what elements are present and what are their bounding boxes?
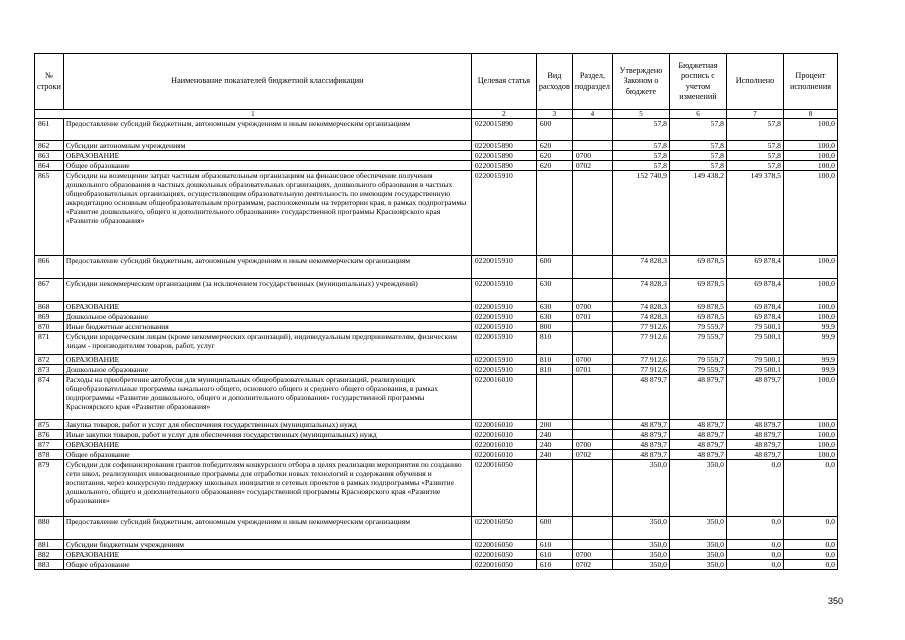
table-row [35, 540, 838, 550]
target-article-cell: 0220016010 [471, 430, 536, 440]
table-row [35, 420, 838, 430]
column-number: 4 [572, 110, 612, 119]
approved-amount-cell: 48 879,7 [612, 440, 669, 450]
percent-cell: 100,0 [783, 450, 837, 460]
section-cell: 0700 [572, 151, 612, 161]
approved-amount-cell: 48 879,7 [612, 450, 669, 460]
column-number: 3 [536, 110, 572, 119]
column-number: 8 [783, 110, 837, 119]
approved-amount-cell: 74 828,3 [612, 302, 669, 312]
target-article-cell: 0220015910 [471, 312, 536, 322]
percent-cell: 100,0 [783, 161, 837, 171]
section-cell: 0700 [572, 355, 612, 365]
approved-amount-cell: 350,0 [612, 517, 669, 540]
indicator-name-cell: Дошкольное образование [63, 365, 471, 375]
percent-cell: 99,9 [783, 322, 837, 332]
row-number-cell: 877 [35, 440, 64, 450]
approved-amount-cell: 57,8 [612, 161, 669, 171]
executed-amount-cell: 0,0 [726, 550, 783, 560]
target-article-cell: 0220016050 [471, 460, 536, 517]
roster-amount-cell: 48 879,7 [669, 430, 726, 440]
table-row [35, 141, 838, 151]
section-cell [572, 279, 612, 302]
roster-amount-cell: 57,8 [669, 151, 726, 161]
section-cell [572, 119, 612, 141]
indicator-name-cell: Субсидии на возмещение затрат частным образовательным организациям на финансовое обеспечение получения дошкольного образования в частных дошкольных образовательных организациях, дошкольного образования в частных общеобразовательных организациях, осуществляющим образовательную деятельность по имеющим государственную аккредитацию основным общеобразовательным программам, расположенным на территории края, в рамках подпрограммы «Развитие дошкольного, общего и дополнительного образования» государственной программы Красноярского края «Развитие образования» [63, 171, 471, 256]
approved-amount-cell: 350,0 [612, 550, 669, 560]
indicator-name-cell: ОБРАЗОВАНИЕ [63, 302, 471, 312]
executed-amount-cell: 48 879,7 [726, 440, 783, 450]
table-row [35, 560, 838, 570]
expense-type-cell: 620 [536, 141, 572, 151]
header-execution-percent: Процент исполнения [783, 54, 837, 110]
row-number-cell: 873 [35, 365, 64, 375]
table-row [35, 151, 838, 161]
percent-cell: 0,0 [783, 460, 837, 517]
table-row [35, 550, 838, 560]
percent-cell: 100,0 [783, 375, 837, 420]
table-row [35, 440, 838, 450]
executed-amount-cell: 79 500,1 [726, 332, 783, 355]
executed-amount-cell: 57,8 [726, 161, 783, 171]
executed-amount-cell: 0,0 [726, 540, 783, 550]
executed-amount-cell: 57,8 [726, 119, 783, 141]
expense-type-cell: 610 [536, 540, 572, 550]
row-number-cell: 863 [35, 151, 64, 161]
row-number-cell: 871 [35, 332, 64, 355]
section-cell [572, 540, 612, 550]
expense-type-cell: 240 [536, 440, 572, 450]
header-target-article: Целевая статья [471, 54, 536, 110]
section-cell: 0701 [572, 365, 612, 375]
section-cell: 0700 [572, 302, 612, 312]
roster-amount-cell: 350,0 [669, 550, 726, 560]
target-article-cell: 0220015910 [471, 355, 536, 365]
row-number-cell: 881 [35, 540, 64, 550]
approved-amount-cell: 48 879,7 [612, 420, 669, 430]
indicator-name-cell: Общее образование [63, 450, 471, 460]
approved-amount-cell: 57,8 [612, 141, 669, 151]
target-article-cell: 0220016050 [471, 560, 536, 570]
table-row [35, 460, 838, 517]
roster-amount-cell: 48 879,7 [669, 375, 726, 420]
roster-amount-cell: 149 438,2 [669, 171, 726, 256]
table-row [35, 161, 838, 171]
roster-amount-cell: 48 879,7 [669, 420, 726, 430]
section-cell [572, 322, 612, 332]
roster-amount-cell: 69 878,5 [669, 312, 726, 322]
indicator-name-cell: ОБРАЗОВАНИЕ [63, 151, 471, 161]
percent-cell: 0,0 [783, 560, 837, 570]
target-article-cell: 0220015890 [471, 141, 536, 151]
indicator-name-cell: Субсидии юридическим лицам (кроме некоммерческих организаций), индивидуальным предпринимателям, физическим лицам - производителям товаров, работ, услуг [63, 332, 471, 355]
expense-type-cell: 620 [536, 161, 572, 171]
row-number-cell: 861 [35, 119, 64, 141]
approved-amount-cell: 77 912,6 [612, 365, 669, 375]
expense-type-cell: 810 [536, 355, 572, 365]
indicator-name-cell: Предоставление субсидий бюджетным, автономным учреждениям и иным некоммерческим организациям [63, 256, 471, 279]
expense-type-cell: 630 [536, 312, 572, 322]
section-cell [572, 460, 612, 517]
header-approved-by-law: Утверждено Законом о бюджете [612, 54, 669, 110]
percent-cell: 100,0 [783, 430, 837, 440]
roster-amount-cell: 79 559,7 [669, 355, 726, 365]
approved-amount-cell: 77 912,6 [612, 322, 669, 332]
indicator-name-cell: Субсидии для софинансирования грантов победителям конкурсного отбора в целях реализации мероприятия по созданию сети школ, реализующих инновационные программы для отработки новых технологий и содержания обучения и воспитания, через конкурсную поддержку школьных инициатив и сетевых проектов в рамках подпрограммы «Развитие дошкольного, общего и дополнительного образования» государственной программы Красноярского края «Развитие образования» [63, 460, 471, 517]
row-number-cell: 870 [35, 322, 64, 332]
table-row [35, 119, 838, 141]
row-number-cell: 865 [35, 171, 64, 256]
expense-type-cell: 600 [536, 119, 572, 141]
target-article-cell: 0220016010 [471, 420, 536, 430]
expense-type-cell: 600 [536, 517, 572, 540]
roster-amount-cell: 57,8 [669, 161, 726, 171]
target-article-cell: 0220015910 [471, 171, 536, 256]
target-article-cell: 0220015910 [471, 256, 536, 279]
executed-amount-cell: 48 879,7 [726, 420, 783, 430]
expense-type-cell: 810 [536, 332, 572, 355]
table-row [35, 312, 838, 322]
row-number-cell: 882 [35, 550, 64, 560]
table-row [35, 365, 838, 375]
section-cell [572, 171, 612, 256]
section-cell [572, 141, 612, 151]
executed-amount-cell: 57,8 [726, 141, 783, 151]
table-row [35, 517, 838, 540]
expense-type-cell: 620 [536, 151, 572, 161]
row-number-cell: 874 [35, 375, 64, 420]
section-cell: 0702 [572, 450, 612, 460]
section-cell [572, 517, 612, 540]
column-number: 6 [669, 110, 726, 119]
expense-type-cell: 810 [536, 365, 572, 375]
table-row [35, 279, 838, 302]
section-cell [572, 332, 612, 355]
indicator-name-cell: Субсидии некоммерческим организациям (за исключением государственных (муниципальных) учреждений) [63, 279, 471, 302]
indicator-name-cell: Предоставление субсидий бюджетным, автономным учреждениям и иным некоммерческим организациям [63, 517, 471, 540]
expense-type-cell: 610 [536, 550, 572, 560]
approved-amount-cell: 48 879,7 [612, 430, 669, 440]
executed-amount-cell: 79 500,1 [726, 365, 783, 375]
percent-cell: 100,0 [783, 171, 837, 256]
executed-amount-cell: 0,0 [726, 560, 783, 570]
executed-amount-cell: 69 878,4 [726, 256, 783, 279]
executed-amount-cell: 69 878,4 [726, 302, 783, 312]
percent-cell: 100,0 [783, 141, 837, 151]
section-cell [572, 430, 612, 440]
indicator-name-cell: ОБРАЗОВАНИЕ [63, 550, 471, 560]
row-number-cell: 867 [35, 279, 64, 302]
roster-amount-cell: 57,8 [669, 141, 726, 151]
executed-amount-cell: 57,8 [726, 151, 783, 161]
header-executed: Исполнено [726, 54, 783, 110]
approved-amount-cell: 57,8 [612, 151, 669, 161]
table-row [35, 302, 838, 312]
row-number-cell: 866 [35, 256, 64, 279]
table-header-row [35, 54, 838, 110]
row-number-cell: 879 [35, 460, 64, 517]
expense-type-cell: 240 [536, 450, 572, 460]
roster-amount-cell: 350,0 [669, 460, 726, 517]
page-number: 350 [828, 596, 844, 606]
approved-amount-cell: 350,0 [612, 540, 669, 550]
column-number-row [35, 110, 838, 119]
column-number: 5 [612, 110, 669, 119]
indicator-name-cell: ОБРАЗОВАНИЕ [63, 355, 471, 365]
approved-amount-cell: 74 828,3 [612, 312, 669, 322]
row-number-cell: 878 [35, 450, 64, 460]
section-cell [572, 420, 612, 430]
executed-amount-cell: 79 500,1 [726, 355, 783, 365]
column-number: 1 [35, 110, 472, 119]
percent-cell: 0,0 [783, 517, 837, 540]
row-number-cell: 880 [35, 517, 64, 540]
roster-amount-cell: 350,0 [669, 517, 726, 540]
approved-amount-cell: 74 828,3 [612, 279, 669, 302]
expense-type-cell: 630 [536, 279, 572, 302]
expense-type-cell: 200 [536, 420, 572, 430]
header-budget-roster: Бюджетная роспись с учетом изменений [669, 54, 726, 110]
executed-amount-cell: 79 500,1 [726, 322, 783, 332]
executed-amount-cell: 48 879,7 [726, 450, 783, 460]
approved-amount-cell: 77 912,6 [612, 332, 669, 355]
percent-cell: 99,9 [783, 355, 837, 365]
row-number-cell: 862 [35, 141, 64, 151]
target-article-cell: 0220015910 [471, 365, 536, 375]
section-cell: 0700 [572, 550, 612, 560]
expense-type-cell [536, 460, 572, 517]
indicator-name-cell: Иные закупки товаров, работ и услуг для обеспечения государственных (муниципальных) нужд [63, 430, 471, 440]
approved-amount-cell: 152 740,9 [612, 171, 669, 256]
target-article-cell: 0220016050 [471, 550, 536, 560]
row-number-cell: 875 [35, 420, 64, 430]
percent-cell: 0,0 [783, 550, 837, 560]
executed-amount-cell: 48 879,7 [726, 375, 783, 420]
expense-type-cell [536, 171, 572, 256]
roster-amount-cell: 48 879,7 [669, 440, 726, 450]
table-row [35, 322, 838, 332]
header-indicator-name: Наименование показателей бюджетной классификации [63, 54, 471, 110]
row-number-cell: 868 [35, 302, 64, 312]
indicator-name-cell: Дошкольное образование [63, 312, 471, 322]
roster-amount-cell: 79 559,7 [669, 365, 726, 375]
approved-amount-cell: 48 879,7 [612, 375, 669, 420]
indicator-name-cell: Закупка товаров, работ и услуг для обеспечения государственных (муниципальных) нужд [63, 420, 471, 430]
approved-amount-cell: 57,8 [612, 119, 669, 141]
percent-cell: 100,0 [783, 420, 837, 430]
table-row [35, 171, 838, 256]
budget-classification-table [34, 53, 838, 570]
target-article-cell: 0220015890 [471, 119, 536, 141]
indicator-name-cell: Субсидии бюджетным учреждениям [63, 540, 471, 550]
budget-report-sheet [34, 53, 838, 570]
indicator-name-cell: Предоставление субсидий бюджетным, автономным учреждениям и иным некоммерческим организациям [63, 119, 471, 141]
row-number-cell: 864 [35, 161, 64, 171]
roster-amount-cell: 350,0 [669, 540, 726, 550]
approved-amount-cell: 350,0 [612, 460, 669, 517]
roster-amount-cell: 57,8 [669, 119, 726, 141]
header-section-subsection: Раздел, подраздел [572, 54, 612, 110]
percent-cell: 0,0 [783, 540, 837, 550]
executed-amount-cell: 149 378,5 [726, 171, 783, 256]
roster-amount-cell: 69 878,5 [669, 279, 726, 302]
approved-amount-cell: 350,0 [612, 560, 669, 570]
indicator-name-cell: Субсидии автономным учреждениям [63, 141, 471, 151]
indicator-name-cell: Расходы на приобретение автобусов для муниципальных общеобразовательных организаций, реализующих общеобразовательные программы начального общего, основного общего и среднего общего образования, в рамках подпрограммы «Развитие дошкольного, общего и дополнительного образования» государственной программы Красноярского края «Развитие образования» [63, 375, 471, 420]
roster-amount-cell: 350,0 [669, 560, 726, 570]
indicator-name-cell: ОБРАЗОВАНИЕ [63, 440, 471, 450]
section-cell: 0702 [572, 161, 612, 171]
section-cell: 0701 [572, 312, 612, 322]
table-row [35, 332, 838, 355]
table-row [35, 256, 838, 279]
table-row [35, 430, 838, 440]
percent-cell: 99,9 [783, 332, 837, 355]
percent-cell: 100,0 [783, 119, 837, 141]
executed-amount-cell: 0,0 [726, 460, 783, 517]
indicator-name-cell: Общее образование [63, 161, 471, 171]
target-article-cell: 0220016010 [471, 440, 536, 450]
percent-cell: 99,9 [783, 365, 837, 375]
target-article-cell: 0220016050 [471, 540, 536, 550]
target-article-cell: 0220016010 [471, 450, 536, 460]
executed-amount-cell: 0,0 [726, 517, 783, 540]
target-article-cell: 0220015910 [471, 322, 536, 332]
target-article-cell: 0220016050 [471, 517, 536, 540]
row-number-cell: 872 [35, 355, 64, 365]
expense-type-cell: 800 [536, 322, 572, 332]
roster-amount-cell: 48 879,7 [669, 450, 726, 460]
percent-cell: 100,0 [783, 151, 837, 161]
row-number-cell: 883 [35, 560, 64, 570]
percent-cell: 100,0 [783, 312, 837, 322]
percent-cell: 100,0 [783, 256, 837, 279]
executed-amount-cell: 69 878,4 [726, 279, 783, 302]
target-article-cell: 0220015910 [471, 332, 536, 355]
expense-type-cell: 610 [536, 560, 572, 570]
executed-amount-cell: 69 878,4 [726, 312, 783, 322]
percent-cell: 100,0 [783, 302, 837, 312]
table-row [35, 355, 838, 365]
header-expense-type: Вид расходов [536, 54, 572, 110]
percent-cell: 100,0 [783, 440, 837, 450]
roster-amount-cell: 69 878,5 [669, 256, 726, 279]
header-row-number: № строки [35, 54, 64, 110]
roster-amount-cell: 69 878,5 [669, 302, 726, 312]
section-cell [572, 375, 612, 420]
target-article-cell: 0220016010 [471, 375, 536, 420]
expense-type-cell: 240 [536, 430, 572, 440]
approved-amount-cell: 74 828,3 [612, 256, 669, 279]
section-cell [572, 256, 612, 279]
table-row [35, 375, 838, 420]
target-article-cell: 0220015910 [471, 302, 536, 312]
target-article-cell: 0220015890 [471, 161, 536, 171]
indicator-name-cell: Общее образование [63, 560, 471, 570]
executed-amount-cell: 48 879,7 [726, 430, 783, 440]
indicator-name-cell: Иные бюджетные ассигнования [63, 322, 471, 332]
expense-type-cell: 600 [536, 256, 572, 279]
table-row [35, 450, 838, 460]
section-cell: 0700 [572, 440, 612, 450]
approved-amount-cell: 77 912,6 [612, 355, 669, 365]
row-number-cell: 869 [35, 312, 64, 322]
target-article-cell: 0220015910 [471, 279, 536, 302]
row-number-cell: 876 [35, 430, 64, 440]
roster-amount-cell: 79 559,7 [669, 322, 726, 332]
column-number: 2 [471, 110, 536, 119]
target-article-cell: 0220015890 [471, 151, 536, 161]
expense-type-cell [536, 375, 572, 420]
roster-amount-cell: 79 559,7 [669, 332, 726, 355]
section-cell: 0702 [572, 560, 612, 570]
expense-type-cell: 630 [536, 302, 572, 312]
percent-cell: 100,0 [783, 279, 837, 302]
column-number: 7 [726, 110, 783, 119]
